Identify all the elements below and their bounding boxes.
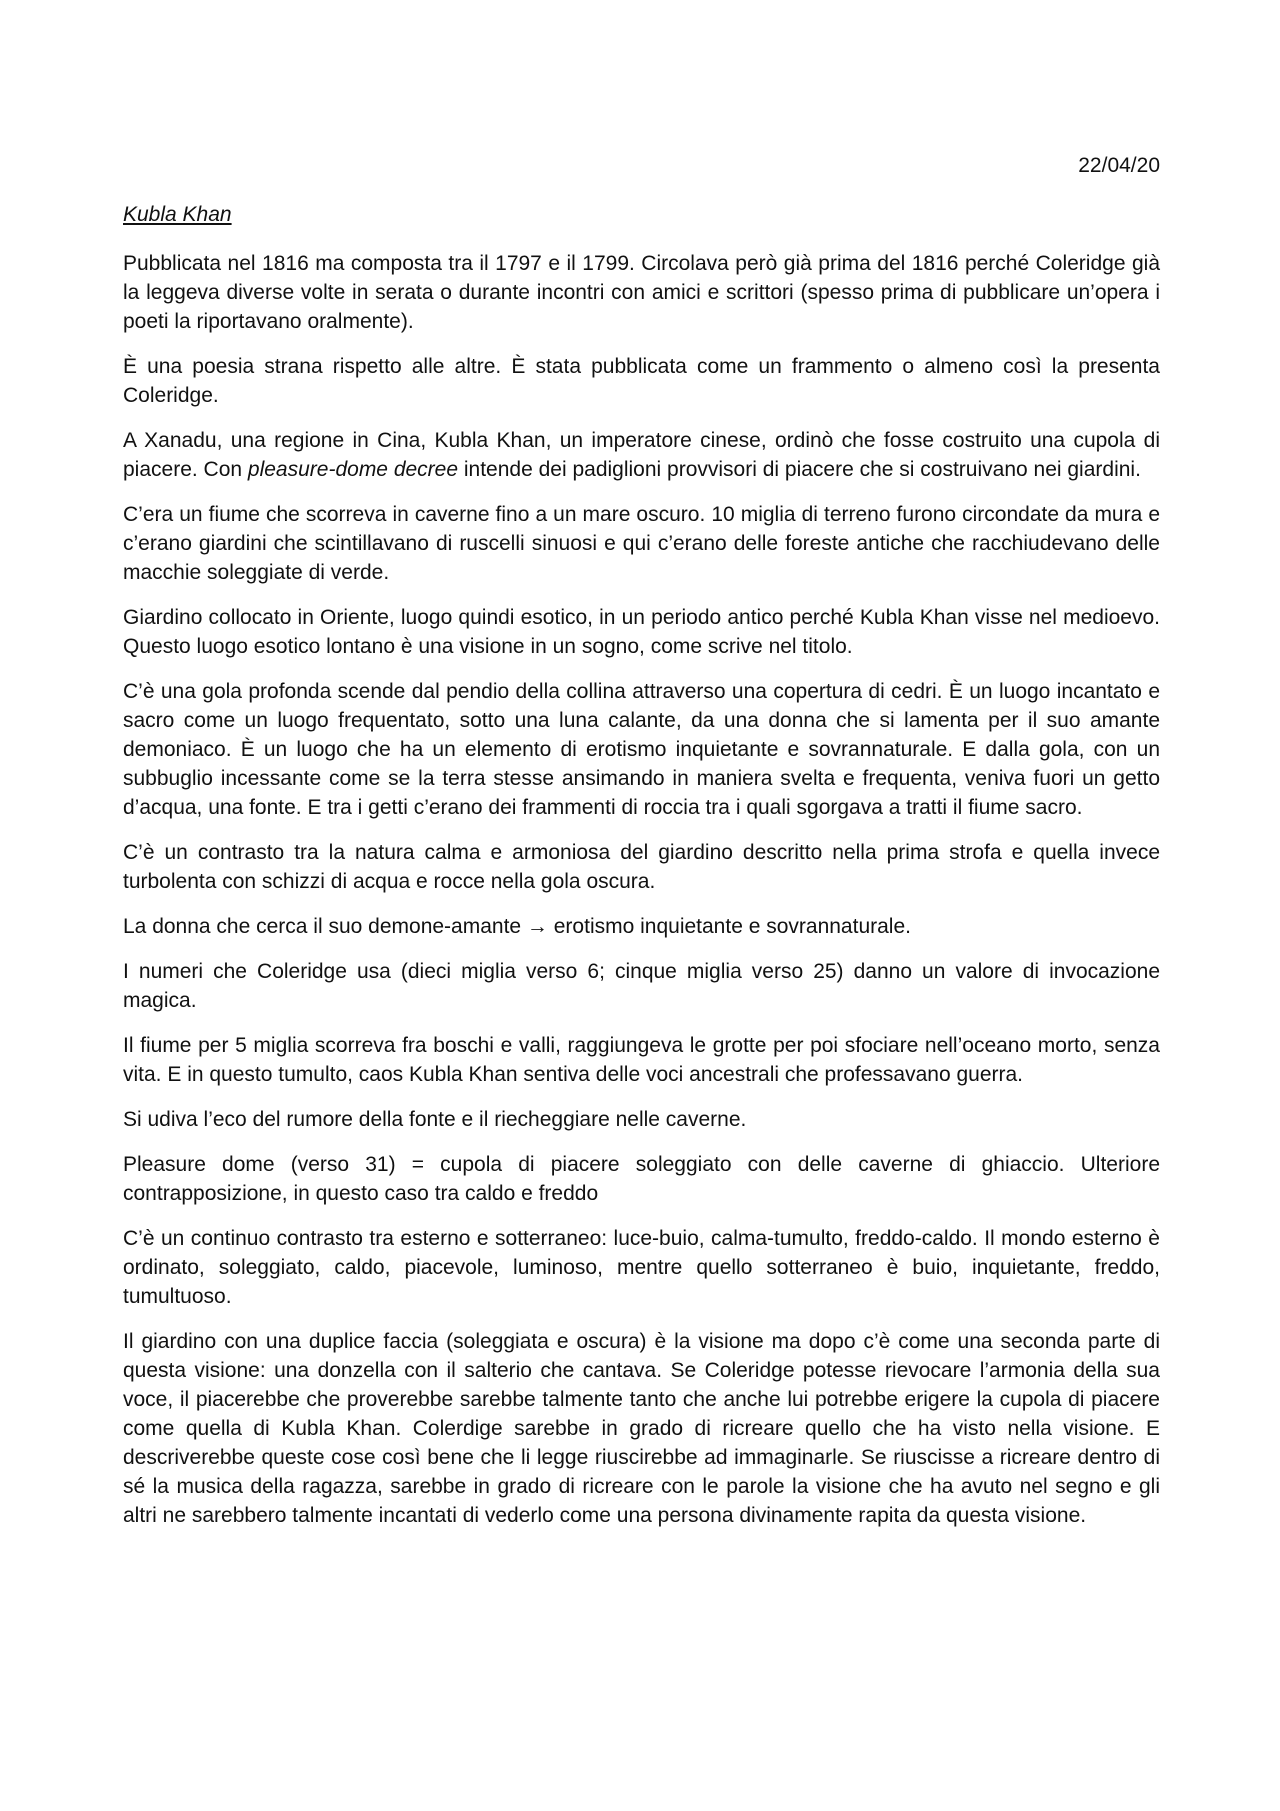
paragraph-6: C’è una gola profonda scende dal pendio della collina attraverso una copertura di cedri. È un luogo incantato e sacro come un luogo frequentato, sotto una luna calante, da una donna che si lamenta per il suo amante demoniaco. È un luogo che ha un elemento di erotismo inquietante e sovrannaturale. E dalla gola, con un subbuglio incessante come se la terra stesse ansimando in maniera svelta e frequenta, veniva fuori un getto d’acqua, una fonte. E tra i getti c’erano dei frammenti di roccia tra i quali sgorgava a tratti il fiume sacro. <box>123 680 1160 819</box>
paragraph-4: C’era un fiume che scorreva in caverne fino a un mare oscuro. 10 miglia di terreno furono circondate da mura e c’erano giardini che scintillavano di ruscelli sinuosi e qui c’erano delle foreste antiche che racchiudevano delle macchie soleggiate di verde. <box>123 503 1160 584</box>
paragraph-11: Si udiva l’eco del rumore della fonte e il riecheggiare nelle caverne. <box>123 1108 747 1131</box>
paragraph-3-text-after: intende dei padiglioni provvisori di piacere che si costruivano nei giardini. <box>458 458 1141 481</box>
paragraph-12: Pleasure dome (verso 31) = cupola di piacere soleggiato con delle caverne di ghiaccio. Ulteriore contrapposizione, in questo caso tra caldo e freddo <box>123 1153 1160 1205</box>
paragraph-13: C’è un continuo contrasto tra esterno e sotterraneo: luce-buio, calma-tumulto, freddo-caldo. Il mondo esterno è ordinato, soleggiato, caldo, piacevole, luminoso, mentre quello sotterraneo è buio, inquietante, freddo, tumultuoso. <box>123 1227 1160 1308</box>
document-date: 22/04/20 <box>1078 154 1160 177</box>
paragraph-3-text-before: A Xanadu, una regione in Cina, Kubla Khan, un imperatore cinese, ordinò che fosse costruito una cupola di piacere. Con <box>123 429 1160 481</box>
paragraph-10: Il fiume per 5 miglia scorreva fra boschi e valli, raggiungeva le grotte per poi sfociare nell’oceano morto, senza vita. E in questo tumulto, caos Kubla Khan sentiva delle voci ancestrali che professavano guerra. <box>123 1034 1160 1086</box>
paragraph-7: C’è un contrasto tra la natura calma e armoniosa del giardino descritto nella prima strofa e quella invece turbolenta con schizzi di acqua e rocce nella gola oscura. <box>123 841 1160 893</box>
paragraph-9: I numeri che Coleridge usa (dieci miglia verso 6; cinque miglia verso 25) danno un valore di invocazione magica. <box>123 960 1160 1012</box>
paragraph-3-emphasis: pleasure-dome decree <box>247 458 459 481</box>
paragraph-2: È una poesia strana rispetto alle altre. È stata pubblicata come un frammento o almeno così la presenta Coleridge. <box>123 355 1160 407</box>
document-body <box>123 249 1160 1546</box>
paragraph-8: La donna che cerca il suo demone-amante → erotismo inquietante e sovrannaturale. <box>123 915 911 938</box>
paragraph-1: Pubblicata nel 1816 ma composta tra il 1797 e il 1799. Circolava però già prima del 1816 perché Coleridge già la leggeva diverse volte in serata o durante incontri con amici e scrittori (spesso prima di pubblicare un’opera i poeti la riportavano oralmente). <box>123 252 1160 333</box>
paragraph-14: Il giardino con una duplice faccia (soleggiata e oscura) è la visione ma dopo c’è come una seconda parte di questa visione: una donzella con il salterio che cantava. Se Coleridge potesse rievocare l’armonia della sua voce, il piacerebbe che proverebbe sarebbe talmente tanto che anche lui potrebbe erigere la cupola di piacere come quella di Kubla Khan. Colerdige sarebbe in grado di ricreare quello che ha visto nella visione. E descriverebbe queste cose così bene che li legge riuscirebbe ad immaginarle. Se riuscisse a ricreare dentro di sé la musica della ragazza, sarebbe in grado di ricreare con le parole la visione che ha avuto nel segno e gli altri ne sarebbero talmente incantati di vederlo come una persona divinamente rapita da questa visione. <box>123 1330 1160 1527</box>
paragraph-5: Giardino collocato in Oriente, luogo quindi esotico, in un periodo antico perché Kubla Khan visse nel medioevo. Questo luogo esotico lontano è una visione in un sogno, come scrive nel titolo. <box>123 606 1160 658</box>
paragraph-3 <box>123 426 1160 484</box>
document-title: Kubla Khan <box>123 203 232 226</box>
